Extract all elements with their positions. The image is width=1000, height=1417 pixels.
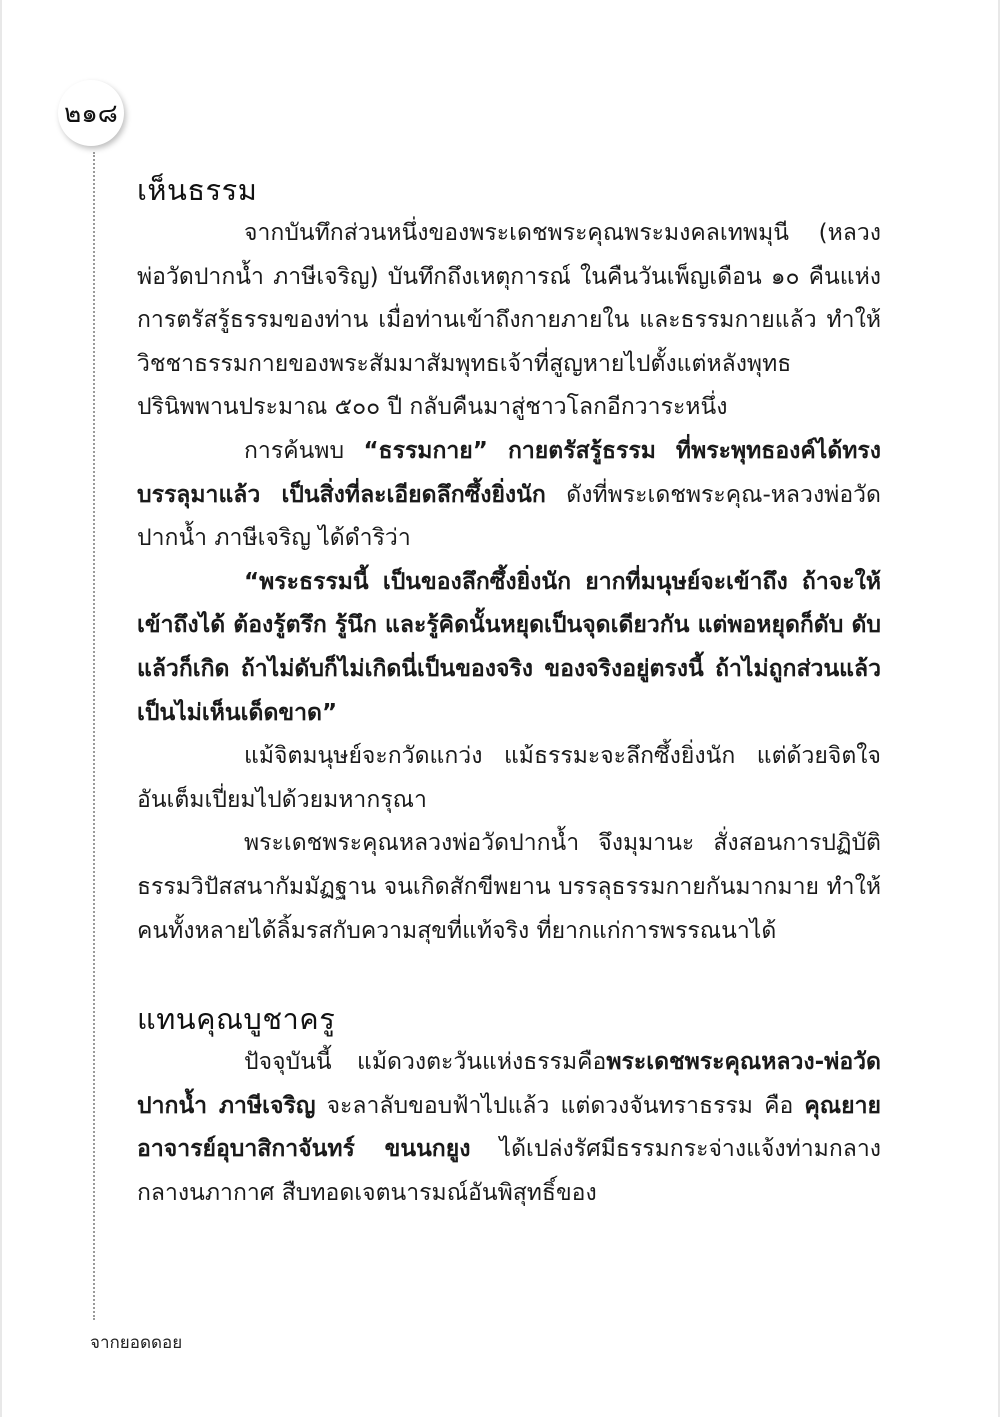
paragraph: แม้จิตมนุษย์จะกวัดแกว่ง แม้ธรรมะจะลึกซึ้งยิ่งนัก แต่ด้วยจิตใจอันเต็มเปี่ยมไปด้วยมหากรุณา xyxy=(137,743,881,813)
text-run: ดังที่พระเดชพระคุณ-หลวงพ่อวัดปากน้ำ ภาษีเจริญ ได้ดำริว่า xyxy=(137,481,881,552)
text-run: จะลาลับขอบฟ้าไปแล้ว แต่ดวงจันทราธรรม คือ xyxy=(315,1092,805,1119)
quote-paragraph: “พระธรรมนี้ เป็นของลึกซึ้งยิ่งนัก ยากที่มนุษย์จะเข้าถึง ถ้าจะให้เข้าถึงได้ ต้องรู้ตรึก รู้นึก และรู้คิดนั้นหยุดเป็นจุดเดียวกัน แต่พอหยุดก็ดับ ดับแล้วก็เกิด ถ้าไม่ดับก็ไม่เกิดนี่เป็นของจริง ของจริงอยู่ตรงนี้ ถ้าไม่ถูกส่วนแล้ว เป็นไม่เห็นเด็ดขาด” xyxy=(137,568,881,726)
text-run: การค้นพบ xyxy=(244,437,364,464)
paragraph: จากบันทึกส่วนหนึ่งของพระเดชพระคุณพระมงคลเทพมุนี (หลวงพ่อวัดปากน้ำ ภาษีเจริญ) บันทึกถึงเหตุการณ์ ในคืนวันเพ็ญเดือน ๑๐ คืนแห่งการตรัสรู้ธรรมของท่าน เมื่อท่านเข้าถึงกายภายใน และธรรมกายแล้ว ทำให้วิชชาธรรมกายของพระสัมมาสัมพุทธเจ้าที่สูญหายไปตั้งแต่หลังพุทธปรินิพพานประมาณ ๕๐๐ ปี กลับคืนมาสู่ชาวโลกอีกวาระหนึ่ง xyxy=(137,220,881,421)
bold-text-run: พระเดชพระคุณหลวง-พ่อวัดปากน้ำ ภาษีเจริญ xyxy=(137,1049,881,1119)
paragraph: พระเดชพระคุณหลวงพ่อวัดปากน้ำ จึงมุมานะ สั่งสอนการปฏิบัติธรรมวิปัสสนากัมมัฏฐาน จนเกิดสักขีพยาน บรรลุธรรมกายกันมากมาย ทำให้คนทั้งหลายได้ลิ้มรสกับความสุขที่แท้จริง ที่ยากแก่การพรรณนาได้ xyxy=(137,830,881,944)
bold-text-run: คุณยายอาจารย์อุบาสิกาจันทร์ ขนนกยูง xyxy=(137,1092,881,1163)
dotted-margin-rule xyxy=(93,152,95,1320)
page-content xyxy=(137,168,881,1215)
section-heading-seeing-dhamma: เห็นธรรม xyxy=(137,173,258,207)
bold-text-run: “ธรรมกาย” กายตรัสรู้ธรรม ที่พระพุทธองค์ได้ทรงบรรลุมาแล้ว เป็นสิ่งที่ละเอียดลึกซึ้งยิ่งนัก xyxy=(137,437,881,508)
section-heading-gratitude: แทนคุณบูชาครู xyxy=(137,1002,336,1037)
paragraph xyxy=(137,430,881,561)
section-gap xyxy=(137,953,881,997)
paragraph xyxy=(137,1041,881,1215)
text-run: ได้เปล่งรัศมีธรรมกระจ่างแจ้งท่ามกลาง กลางนภากาศ สืบทอดเจตนารมณ์อันพิสุทธิ์ของ xyxy=(137,1136,881,1206)
text-run: ปัจจุบันนี้ แม้ดวงตะวันแห่งธรรมคือ xyxy=(244,1049,607,1076)
page-number: ๒๑๘ xyxy=(58,80,124,146)
footer-book-title: จากยอดดอย xyxy=(90,1333,183,1353)
